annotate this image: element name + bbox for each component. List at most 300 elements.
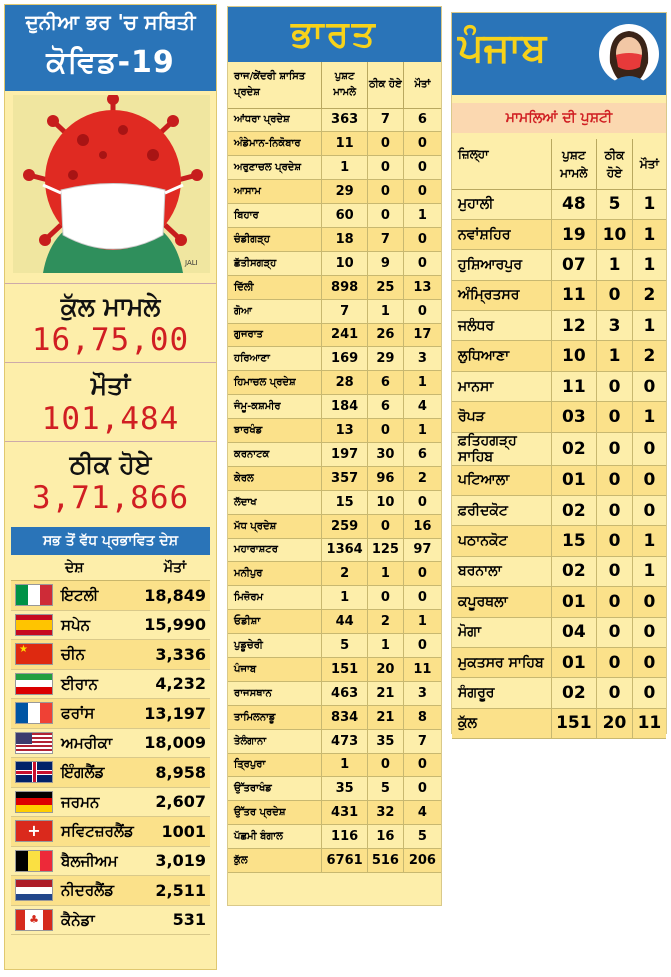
india-deaths-cell: 0: [403, 180, 441, 204]
country-name: ਜਰਮਨ: [61, 792, 100, 811]
punjab-title: ਪੰਜਾਬ: [458, 25, 547, 71]
punjab-confirmed-cell: 01: [551, 465, 597, 495]
country-row-iran: [11, 670, 210, 700]
india-region-cell: ਲੱਦਾਖ: [228, 490, 322, 514]
india-recovered-cell: 0: [368, 753, 404, 777]
india-row: [228, 729, 441, 753]
punjab-row: [452, 311, 666, 341]
punjab-recovered-cell: 0: [597, 402, 633, 432]
punjab-recovered-cell: 0: [597, 465, 633, 495]
punjab-row: [452, 496, 666, 526]
virus-mask-illustration: [13, 95, 210, 273]
india-recovered-cell: 1: [368, 299, 404, 323]
india-confirmed-cell: 10: [322, 251, 368, 275]
india-recovered-cell: 21: [368, 705, 404, 729]
india-region-cell: ਹਿਮਾਚਲ ਪ੍ਰਦੇਸ਼: [228, 371, 322, 395]
total-cases-value: 16,75,00: [31, 322, 190, 358]
india-recovered-cell: 7: [368, 108, 404, 132]
world-header: [5, 5, 216, 91]
country-name: ਈਰਾਨ: [61, 674, 98, 693]
punjab-region-cell: ਹੁਸ਼ਿਆਰਪੁਰ: [452, 250, 551, 280]
country-row-canada: [11, 906, 210, 936]
recovered-label: ਠੀਕ ਹੋਏ: [69, 450, 152, 479]
punjab-deaths-cell: 0: [632, 465, 666, 495]
india-region-cell: ਮਨੀਪੁਰ: [228, 562, 322, 586]
india-deaths-cell: 97: [403, 538, 441, 562]
india-deaths-cell: 1: [403, 204, 441, 228]
punjab-row: [452, 432, 666, 465]
punjab-region-cell: ਪਠਾਨਕੋਟ: [452, 526, 551, 556]
country-row-usa: [11, 729, 210, 759]
countries-table: [11, 555, 210, 935]
india-confirmed-cell: 28: [322, 371, 368, 395]
punjab-deaths-cell: 11: [632, 708, 666, 738]
india-deaths-cell: 2: [403, 466, 441, 490]
punjab-header: [452, 13, 666, 95]
punjab-deaths-cell: 0: [632, 647, 666, 677]
punjab-deaths-cell: 1: [632, 556, 666, 586]
india-recovered-cell: 96: [368, 466, 404, 490]
switzerland-flag-icon: +: [15, 820, 53, 842]
punjab-confirmed-cell: 07: [551, 250, 597, 280]
india-deaths-cell: 0: [403, 586, 441, 610]
punjab-row: [452, 280, 666, 310]
punjab-row: [452, 341, 666, 371]
punjab-deaths-cell: 2: [632, 280, 666, 310]
india-recovered-cell: 2: [368, 610, 404, 634]
country-name: ਕੈਨੇਡਾ: [61, 910, 95, 929]
country-deaths: 15,990: [144, 615, 206, 635]
india-row: [228, 681, 441, 705]
india-deaths-cell: 0: [403, 299, 441, 323]
india-deaths-cell: 13: [403, 275, 441, 299]
country-name: ਅਮਰੀਕਾ: [61, 733, 113, 752]
india-recovered-cell: 6: [368, 371, 404, 395]
india-recovered-cell: 0: [368, 586, 404, 610]
india-title: ਭਾਰਤ: [291, 13, 378, 55]
deaths-col-header: ਮੌਤਾਂ: [163, 559, 187, 576]
country-row-uk: [11, 758, 210, 788]
punjab-row: [452, 587, 666, 617]
india-region-cell: ਪੰਜਾਬ: [228, 657, 322, 681]
india-recovered-cell: 0: [368, 419, 404, 443]
punjab-row: [452, 219, 666, 249]
belgium-flag-icon: [15, 850, 53, 872]
india-row: [228, 538, 441, 562]
india-region-cell: ਤਾਮਿਲਨਾਡੂ: [228, 705, 322, 729]
punjab-confirmed-cell: 12: [551, 311, 597, 341]
punjab-row: [452, 402, 666, 432]
india-region-cell: ਚੰਡੀਗੜ੍ਹ: [228, 227, 322, 251]
india-region-cell: ਬਿਹਾਰ: [228, 204, 322, 228]
india-deaths-cell: 16: [403, 514, 441, 538]
country-name: ਫਰਾਂਸ: [61, 704, 95, 723]
punjab-deaths-cell: 1: [632, 189, 666, 219]
india-region-cell: ਕਰਨਾਟਕ: [228, 442, 322, 466]
punjab-row: [452, 678, 666, 708]
punjab-deaths-cell: 1: [632, 526, 666, 556]
country-row-belgium: [11, 847, 210, 877]
india-recovered-cell: 9: [368, 251, 404, 275]
india-deaths-cell: 0: [403, 634, 441, 658]
india-row: [228, 251, 441, 275]
punjab-deaths-cell: 1: [632, 219, 666, 249]
country-deaths: 3,336: [155, 644, 206, 664]
punjab-confirmed-cell: 02: [551, 556, 597, 586]
india-recovered-cell: 0: [368, 204, 404, 228]
india-deaths-cell: 17: [403, 323, 441, 347]
punjab-deaths-cell: 0: [632, 678, 666, 708]
india-row: [228, 825, 441, 849]
punjab-row: [452, 250, 666, 280]
punjab-recovered-cell: 0: [597, 526, 633, 556]
punjab-confirmed-cell: 02: [551, 678, 597, 708]
virus-mask-icon: [13, 95, 210, 273]
punjab-recovered-cell: 20: [597, 708, 633, 738]
netherlands-flag-icon: [15, 879, 53, 901]
india-region-cell: ਪੱਛਮੀ ਬੰਗਾਲ: [228, 825, 322, 849]
india-row: [228, 777, 441, 801]
punjab-deaths-cell: 1: [632, 311, 666, 341]
country-col-header: ਦੇਸ਼: [65, 559, 84, 576]
punjab-region-cell: ਰੋਪੜ: [452, 402, 551, 432]
india-recovered-cell: 1: [368, 634, 404, 658]
india-row: [228, 634, 441, 658]
country-row-france: [11, 699, 210, 729]
countries-header: [11, 555, 210, 581]
punjab-region-cell: ਨਵਾਂਸ਼ਹਿਰ: [452, 219, 551, 249]
spain-flag-icon: [15, 614, 53, 636]
india-region-cell: ਗੋਆ: [228, 299, 322, 323]
india-row: [228, 371, 441, 395]
punjab-recovered-cell: 1: [597, 341, 633, 371]
punjab-deaths-cell: 2: [632, 341, 666, 371]
india-recovered-cell: 30: [368, 442, 404, 466]
india-region-cell: ਕੁੱਲ: [228, 849, 322, 873]
punjab-region-cell: ਮੋਗਾ: [452, 617, 551, 647]
india-confirmed-cell: 898: [322, 275, 368, 299]
masked-woman-icon: [598, 23, 660, 85]
punjab-deaths-cell: 0: [632, 371, 666, 401]
india-row: [228, 514, 441, 538]
covid-title: ਕੋਵਿਡ-19: [46, 45, 175, 80]
punjab-panel: [451, 12, 667, 734]
india-deaths-cell: 206: [403, 849, 441, 873]
country-name: ਨੀਦਰਲੈਂਡ: [61, 881, 115, 900]
world-title: ਦੁਨੀਆ ਭਰ 'ਚ ਸਥਿਤੀ: [25, 10, 196, 34]
india-region-cell: ਅੰਡੇਮਾਨ-ਨਿਕੋਬਾਰ: [228, 132, 322, 156]
india-deaths-cell: 0: [403, 251, 441, 275]
italy-flag-icon: [15, 584, 53, 606]
india-row: [228, 275, 441, 299]
india-row: [228, 442, 441, 466]
india-region-cell: ਮਿਜ਼ੋਰਮ: [228, 586, 322, 610]
india-row: [228, 490, 441, 514]
punjab-confirmed-cell: 01: [551, 587, 597, 617]
india-confirmed-cell: 241: [322, 323, 368, 347]
india-deaths-cell: 0: [403, 777, 441, 801]
india-confirmed-cell: 116: [322, 825, 368, 849]
india-region-cell: ਰਾਜਸਥਾਨ: [228, 681, 322, 705]
india-confirmed-cell: 463: [322, 681, 368, 705]
punjab-row: [452, 526, 666, 556]
country-row-netherlands: [11, 876, 210, 906]
india-confirmed-cell: 363: [322, 108, 368, 132]
punjab-deaths-cell: 1: [632, 250, 666, 280]
india-recovered-cell: 5: [368, 777, 404, 801]
punjab-region-cell: ਪਟਿਆਲਾ: [452, 465, 551, 495]
india-deaths-cell: 4: [403, 801, 441, 825]
district-col-header: ਜ਼ਿਲ੍ਹਾ: [452, 139, 551, 189]
punjab-row: [452, 465, 666, 495]
country-name: ਸਵਿਟਜ਼ਰਲੈਂਡ: [61, 822, 134, 841]
india-row: [228, 466, 441, 490]
india-row: [228, 657, 441, 681]
punjab-confirmed-cell: 03: [551, 402, 597, 432]
india-confirmed-cell: 18: [322, 227, 368, 251]
punjab-recovered-cell: 0: [597, 432, 633, 465]
india-deaths-cell: 1: [403, 371, 441, 395]
punjab-deaths-cell: 1: [632, 402, 666, 432]
punjab-confirmed-cell: 04: [551, 617, 597, 647]
punjab-confirmed-cell: 01: [551, 647, 597, 677]
india-confirmed-cell: 1: [322, 586, 368, 610]
punjab-region-cell: ਜਲੰਧਰ: [452, 311, 551, 341]
country-row-china: [11, 640, 210, 670]
punjab-region-cell: ਮੁਹਾਲੀ: [452, 189, 551, 219]
punjab-recovered-cell: 0: [597, 647, 633, 677]
india-region-cell: ਅਰੁਣਾਚਲ ਪ੍ਰਦੇਸ਼: [228, 156, 322, 180]
punjab-row: [452, 556, 666, 586]
punjab-row: [452, 189, 666, 219]
india-confirmed-cell: 6761: [322, 849, 368, 873]
india-recovered-cell: 516: [368, 849, 404, 873]
country-deaths: 2,511: [155, 880, 206, 900]
punjab-region-cell: ਸੰਗਰੂਰ: [452, 678, 551, 708]
punjab-recovered-cell: 0: [597, 280, 633, 310]
india-region-cell: ਮਹਾਰਾਸ਼ਟਰ: [228, 538, 322, 562]
world-status-panel: [4, 4, 217, 970]
india-table: [228, 62, 441, 873]
recovered-col-header: ਠੀਕ ਹੋਏ: [368, 62, 404, 108]
india-recovered-cell: 16: [368, 825, 404, 849]
india-recovered-cell: 0: [368, 132, 404, 156]
india-deaths-cell: 7: [403, 729, 441, 753]
punjab-table: [452, 139, 666, 739]
country-deaths: 18,849: [144, 585, 206, 605]
india-deaths-cell: 1: [403, 610, 441, 634]
india-row: [228, 562, 441, 586]
country-row-italy: [11, 581, 210, 611]
india-confirmed-cell: 15: [322, 490, 368, 514]
india-region-cell: ਆਂਧਰਾ ਪ੍ਰਦੇਸ਼: [228, 108, 322, 132]
india-region-cell: ਝਾਰਖੰਡ: [228, 419, 322, 443]
india-confirmed-cell: 13: [322, 419, 368, 443]
india-confirmed-cell: 473: [322, 729, 368, 753]
countries-title: ਸਭ ਤੋਂ ਵੱਧ ਪ੍ਰਭਾਵਿਤ ਦੇਸ਼: [11, 527, 210, 555]
punjab-region-cell: ਫ਼ਤਿਹਗੜ੍ਹ ਸਾਹਿਬ: [452, 432, 551, 465]
india-table-header: [228, 62, 441, 108]
india-confirmed-cell: 151: [322, 657, 368, 681]
deaths-col-header: ਮੌਤਾਂ: [403, 62, 441, 108]
deaths-label: ਮੌਤਾਂ: [90, 371, 131, 400]
india-deaths-cell: 0: [403, 490, 441, 514]
india-recovered-cell: 10: [368, 490, 404, 514]
p-recovered-col-header: ਠੀਕ ਹੋਏ: [597, 139, 633, 189]
india-confirmed-cell: 1: [322, 156, 368, 180]
india-confirmed-cell: 11: [322, 132, 368, 156]
punjab-confirmed-cell: 02: [551, 496, 597, 526]
punjab-confirmed-cell: 11: [551, 280, 597, 310]
punjab-region-cell: ਮੁਕਤਸਰ ਸਾਹਿਬ: [452, 647, 551, 677]
india-row: [228, 395, 441, 419]
india-row: [228, 419, 441, 443]
india-recovered-cell: 21: [368, 681, 404, 705]
india-region-cell: ਛੱਤੀਸਗੜ੍ਹ: [228, 251, 322, 275]
punjab-row: [452, 708, 666, 738]
india-recovered-cell: 20: [368, 657, 404, 681]
punjab-confirmed-cell: 19: [551, 219, 597, 249]
india-deaths-cell: 5: [403, 825, 441, 849]
india-recovered-cell: 1: [368, 562, 404, 586]
india-deaths-cell: 11: [403, 657, 441, 681]
india-recovered-cell: 35: [368, 729, 404, 753]
country-deaths: 531: [172, 910, 206, 930]
country-deaths: 2,607: [155, 792, 206, 812]
punjab-confirmed-cell: 11: [551, 371, 597, 401]
india-deaths-cell: 1: [403, 419, 441, 443]
india-confirmed-cell: 431: [322, 801, 368, 825]
india-row: [228, 323, 441, 347]
punjab-deaths-cell: 0: [632, 496, 666, 526]
country-row-spain: [11, 611, 210, 641]
country-name: ਇੰਗਲੈਂਡ: [61, 763, 105, 782]
iran-flag-icon: [15, 673, 53, 695]
punjab-table-header: [452, 139, 666, 189]
india-row: [228, 299, 441, 323]
punjab-region-cell: ਅੰਮ੍ਰਿਤਸਰ: [452, 280, 551, 310]
india-row: [228, 204, 441, 228]
country-deaths: 8,958: [155, 762, 206, 782]
india-row: [228, 801, 441, 825]
country-deaths: 18,009: [144, 733, 206, 753]
india-recovered-cell: 32: [368, 801, 404, 825]
france-flag-icon: [15, 702, 53, 724]
country-name: ਸਪੇਨ: [61, 615, 91, 634]
usa-flag-icon: [15, 732, 53, 754]
punjab-confirmed-cell: 10: [551, 341, 597, 371]
india-region-cell: ਤ੍ਰਿਪੁਰਾ: [228, 753, 322, 777]
uk-flag-icon: [15, 761, 53, 783]
india-panel: [227, 6, 442, 906]
india-deaths-cell: 0: [403, 562, 441, 586]
india-confirmed-cell: 1: [322, 753, 368, 777]
punjab-deaths-cell: 0: [632, 432, 666, 465]
india-region-cell: ਜੰਮੂ-ਕਸ਼ਮੀਰ: [228, 395, 322, 419]
punjab-row: [452, 647, 666, 677]
country-name: ਚੀਨ: [61, 645, 86, 664]
punjab-recovered-cell: 0: [597, 371, 633, 401]
india-recovered-cell: 7: [368, 227, 404, 251]
india-confirmed-cell: 1364: [322, 538, 368, 562]
punjab-region-cell: ਕੁੱਲ: [452, 708, 551, 738]
india-region-cell: ਕੇਰਲ: [228, 466, 322, 490]
india-deaths-cell: 6: [403, 108, 441, 132]
india-region-cell: ਓਡੀਸ਼ਾ: [228, 610, 322, 634]
india-region-cell: ਮੱਧ ਪ੍ਰਦੇਸ਼: [228, 514, 322, 538]
punjab-recovered-cell: 0: [597, 617, 633, 647]
punjab-row: [452, 617, 666, 647]
india-recovered-cell: 6: [368, 395, 404, 419]
india-confirmed-cell: 197: [322, 442, 368, 466]
india-recovered-cell: 0: [368, 514, 404, 538]
punjab-confirmed-cell: 48: [551, 189, 597, 219]
india-row: [228, 132, 441, 156]
punjab-recovered-cell: 1: [597, 250, 633, 280]
recovered-stat: [5, 441, 216, 516]
india-deaths-cell: 4: [403, 395, 441, 419]
india-confirmed-cell: 184: [322, 395, 368, 419]
india-region-cell: ਆਸਾਮ: [228, 180, 322, 204]
india-region-cell: ਦਿੱਲੀ: [228, 275, 322, 299]
india-confirmed-cell: 5: [322, 634, 368, 658]
india-deaths-cell: 0: [403, 132, 441, 156]
confirmed-col-header: ਪੁਸ਼ਟ ਮਾਮਲੇ: [322, 62, 368, 108]
punjab-region-cell: ਫ਼ਰੀਦਕੋਟ: [452, 496, 551, 526]
india-confirmed-cell: 259: [322, 514, 368, 538]
india-recovered-cell: 0: [368, 180, 404, 204]
india-row: [228, 753, 441, 777]
india-region-cell: ਉੱਤਰਾਖੰਡ: [228, 777, 322, 801]
india-confirmed-cell: 834: [322, 705, 368, 729]
punjab-region-cell: ਬਰਨਾਲਾ: [452, 556, 551, 586]
punjab-region-cell: ਮਾਨਸਾ: [452, 371, 551, 401]
punjab-recovered-cell: 0: [597, 496, 633, 526]
country-deaths: 1001: [161, 821, 206, 841]
india-deaths-cell: 0: [403, 753, 441, 777]
punjab-recovered-cell: 3: [597, 311, 633, 341]
total-cases-label: ਕੁੱਲ ਮਾਮਲੇ: [60, 292, 161, 321]
india-recovered-cell: 125: [368, 538, 404, 562]
deaths-value: 101,484: [41, 401, 180, 437]
india-recovered-cell: 0: [368, 156, 404, 180]
india-deaths-cell: 3: [403, 681, 441, 705]
artist-signature: JALI: [185, 259, 198, 267]
p-deaths-col-header: ਮੌਤਾਂ: [632, 139, 666, 189]
punjab-confirmed-cell: 15: [551, 526, 597, 556]
punjab-region-cell: ਲੁਧਿਆਣਾ: [452, 341, 551, 371]
punjab-recovered-cell: 0: [597, 556, 633, 586]
country-deaths: 13,197: [144, 703, 206, 723]
country-deaths: 3,019: [155, 851, 206, 871]
india-row: [228, 610, 441, 634]
india-confirmed-cell: 7: [322, 299, 368, 323]
recovered-value: 3,71,866: [31, 480, 190, 516]
india-region-cell: ਹਰਿਆਣਾ: [228, 347, 322, 371]
india-deaths-cell: 0: [403, 156, 441, 180]
p-confirmed-col-header: ਪੁਸ਼ਟ ਮਾਮਲੇ: [551, 139, 597, 189]
country-row-germany: [11, 788, 210, 818]
india-row: [228, 347, 441, 371]
punjab-recovered-cell: 10: [597, 219, 633, 249]
india-region-cell: ਤੇਲੰਗਾਨਾ: [228, 729, 322, 753]
punjab-confirmed-cell: 151: [551, 708, 597, 738]
india-region-cell: ਉੱਤਰ ਪ੍ਰਦੇਸ਼: [228, 801, 322, 825]
india-header: [228, 7, 441, 62]
india-row: [228, 108, 441, 132]
country-name: ਬੈਲਜੀਅਮ: [61, 851, 118, 870]
punjab-deaths-cell: 0: [632, 617, 666, 647]
